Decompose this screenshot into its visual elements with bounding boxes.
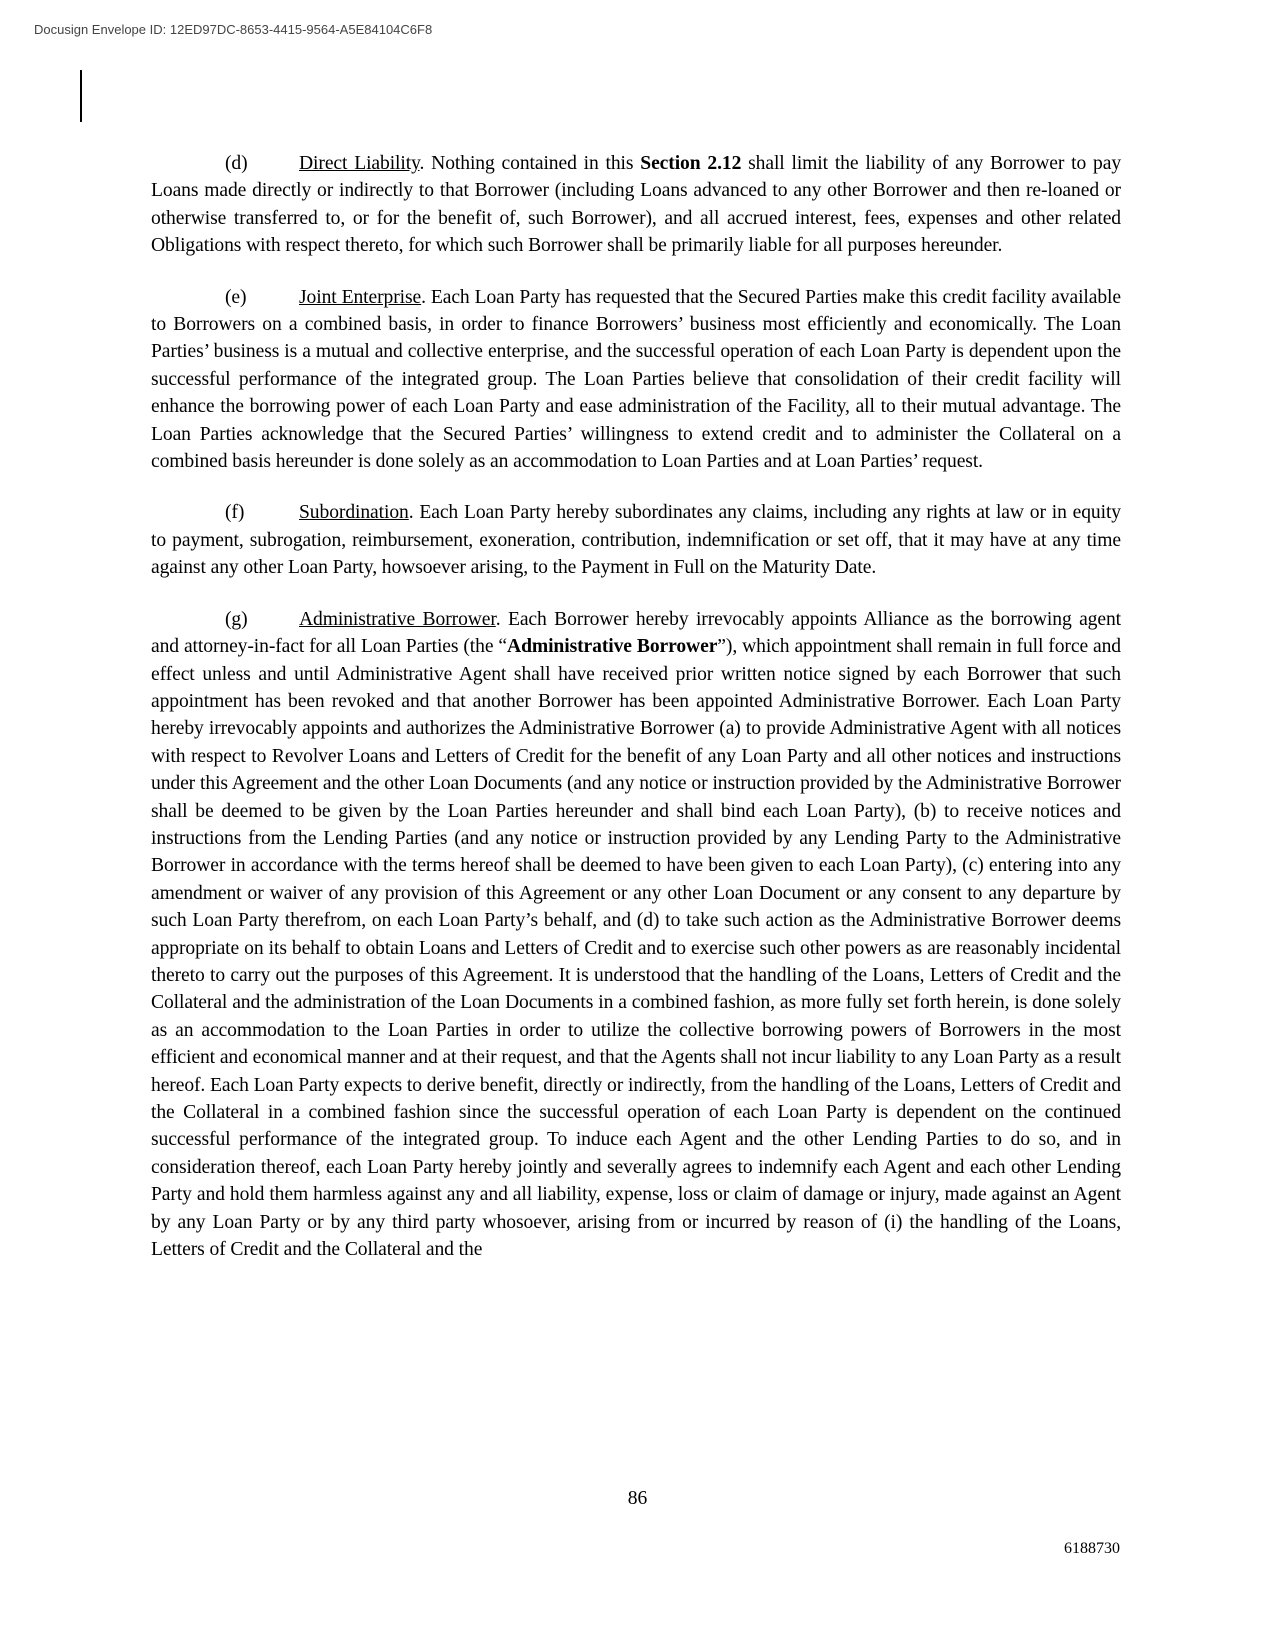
paragraph-text: . Nothing contained in this [419,153,641,174]
paragraph-heading: Administrative Borrower [299,608,496,630]
document-number: 6188730 [1064,1540,1120,1557]
paragraph-label: (e) [225,286,247,308]
paragraph-label: (f) [225,502,245,524]
paragraph-text: . Each Loan Party hereby subordinates any claims, including any rights at law or in equity to payment, subrogation, reimbursement, exoneration, contribution, indemnification or set off, that it may have at any time against any other Loan Party, howsoever arising, to the Payment in Full on the Maturity Date. [151,502,1121,579]
margin-bar [80,70,82,122]
paragraph-label: (g) [225,608,248,630]
envelope-id: Docusign Envelope ID: 12ED97DC-8653-4415-9564-A5E84104C6F8 [34,22,433,37]
paragraph-g [151,606,1121,1264]
section-reference: Section 2.12 [640,153,742,174]
defined-term: Administrative Borrower [507,636,718,658]
page-number: 86 [627,1488,648,1509]
paragraph-heading: Direct Liability [299,153,420,174]
paragraph-text: ”), which appointment shall remain in full force and effect unless and until Administrative Agent shall have received prior written notice signed by each Borrower that such appointment has been revoked and that another Borrower has been appointed Administrative Borrower. Each Loan Party hereby irrevocably appoints and authorizes the Administrative Borrower (a) to provide Administrative Agent with all notices with respect to Revolver Loans and Letters of Credit for the benefit of any Loan Party and all other notices and instructions under this Agreement and the other Loan Documents (and any notice or instruction provided by the Administrative Borrower shall be deemed to be given by the Loan Parties hereunder and shall bind each Loan Party), (b) to receive notices and instructions from the Lending Parties (and any notice or instruction provided by any Lending Party to the Administrative Borrower in accordance with the terms hereof shall be deemed to have been given to each Loan Party), (c) entering into any amendment or waiver of any provision of this Agreement or any other Loan Document or any consent to any departure by such Loan Party therefrom, on each Loan Party’s behalf, and (d) to take such action as the Administrative Borrower deems appropriate on its behalf to obtain Loans and Letters of Credit and to exercise such other powers as are reasonably incidental thereto to carry out the purposes of this Agreement. It is understood that the handling of the Loans, Letters of Credit and the Collateral and the administration of the Loan Documents in a combined fashion, as more fully set forth herein, is done solely as an accommodation to the Loan Parties in order to utilize the collective borrowing powers of Borrowers in the most efficient and economical manner and at their request, and that the Agents shall not incur liability to any Loan Party as a result hereof. Each Loan Party expects to derive benefit, directly or indirectly, from the handling of the Loans, Letters of Credit and the Collateral in a combined fashion since the successful operation of each Loan Party is dependent on the continued successful performance of the integrated group. To induce each Agent and the other Lending Parties to do so, and in consideration thereof, each Loan Party hereby jointly and severally agrees to indemnify each Agent and each other Lending Party and hold them harmless against any and all liability, expense, loss or claim of damage or injury, made against an Agent by any Loan Party or by any third party whosoever, arising from or incurred by reason of (i) the handling of the Loans, Letters of Credit and the Collateral and the [151,636,1121,1261]
paragraph-heading: Joint Enterprise [299,286,422,308]
paragraph-text: . Each Loan Party has requested that the Secured Parties make this credit facility available to Borrowers on a combined basis, in order to finance Borrowers’ business most efficiently and economically. The Loan Parties’ business is a mutual and collective enterprise, and the successful operation of each Loan Party is dependent upon the successful performance of the integrated group. The Loan Parties believe that consolidation of their credit facility will enhance the borrowing power of each Loan Party and ease administration of the Facility, all to their mutual advantage. The Loan Parties acknowledge that the Secured Parties’ willingness to extend credit and to administer the Collateral on a combined basis hereunder is done solely as an accommodation to Loan Parties and at Loan Parties’ request. [151,286,1121,473]
document-body [151,150,1121,1287]
paragraph-text: shall limit the liability of any Borrower to pay Loans made directly or indirectly to that Borrower (including Loans advanced to any other Borrower and then re-loaned or otherwise transferred to, or for the benefit of, such Borrower), and all accrued interest, fees, expenses and other related Obligations with respect thereto, for which such Borrower shall be primarily liable for all purposes hereunder. [151,153,1122,257]
paragraph-d [151,150,1121,260]
paragraph-f [151,499,1121,581]
paragraph-label: (d) [225,153,248,174]
paragraph-heading: Subordination [299,502,409,524]
paragraph-e [151,284,1121,476]
paragraph-text: . Each Borrower hereby irrevocably appoints Alliance as the borrowing agent and attorney-in-fact for all Loan Parties (the “ [151,608,1121,658]
